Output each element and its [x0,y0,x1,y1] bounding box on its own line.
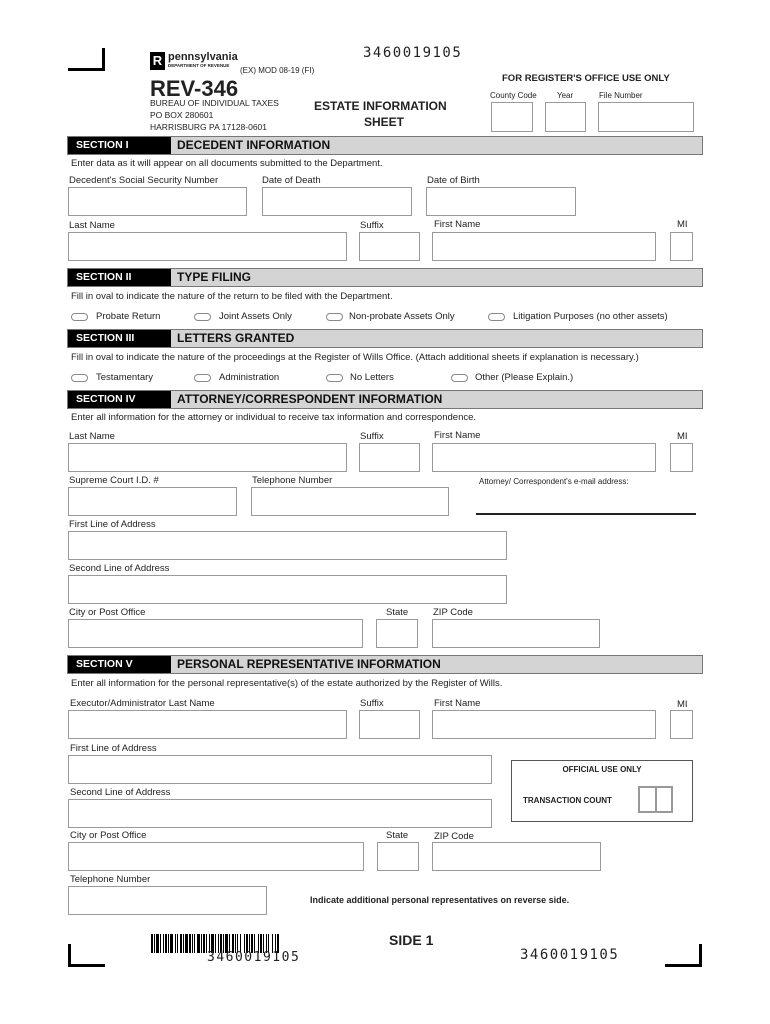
executor-mi-field[interactable] [670,710,693,739]
non-probate-oval[interactable] [326,313,343,321]
attorney-zip-field[interactable] [432,619,600,648]
barcode-bar [160,934,161,953]
section-4-title: ATTORNEY/CORRESPONDENT INFORMATION [177,392,443,406]
executor-last-name-field[interactable] [68,710,347,739]
barcode-bar [192,934,193,953]
registration-mark-bottom-right [665,944,702,967]
ssn-field[interactable] [68,187,247,216]
barcode-bar [175,934,176,953]
section-5-header [67,655,703,674]
executor-suffix-field[interactable] [359,710,420,739]
bureau: BUREAU OF INDIVIDUAL TAXES [150,98,279,108]
barcode-bar [180,934,182,953]
executor-state-field[interactable] [377,842,419,871]
date-of-death-field[interactable] [262,187,412,216]
testamentary-oval[interactable] [71,374,88,382]
city-address: HARRISBURG PA 17128-0601 [150,122,268,132]
section-2-instruction: Fill in oval to indicate the nature of the return to be filed with the Department. [71,291,393,302]
attorney-city-field[interactable] [68,619,363,648]
section-4-header [67,390,703,409]
administration-label: Administration [219,372,280,383]
attorney-address1-label: First Line of Address [69,519,156,530]
county-code-label: County Code [490,91,537,100]
additional-reps-note: Indicate additional personal representatives on reverse side. [310,895,570,905]
decedent-mi-label: MI [677,219,688,230]
barcode-bar [165,934,167,953]
decedent-first-name-label: First Name [434,219,481,230]
barcode-bar [197,934,200,953]
no-letters-oval[interactable] [326,374,343,382]
attorney-first-name-label: First Name [434,430,481,441]
decedent-first-name-field[interactable] [432,232,656,261]
attorney-address1-field[interactable] [68,531,507,560]
executor-suffix-label: Suffix [360,698,384,709]
attorney-mi-field[interactable] [670,443,693,472]
joint-assets-label: Joint Assets Only [219,311,292,322]
section-3-header [67,329,703,348]
executor-address1-label: First Line of Address [70,743,157,754]
executor-telephone-field[interactable] [68,886,267,915]
section-4-instruction: Enter all information for the attorney or individual to receive tax information and correspondence. [71,412,477,423]
executor-mi-label: MI [677,699,688,710]
section-3-label: SECTION III [68,330,171,347]
executor-state-label: State [386,830,409,841]
attorney-last-name-field[interactable] [68,443,347,472]
attorney-address2-label: Second Line of Address [69,563,170,574]
attorney-last-name-label: Last Name [69,431,115,442]
barcode-bar [168,934,169,953]
registration-mark-bottom-left [68,944,105,967]
registration-mark-top-left [68,48,105,71]
executor-last-name-label: Executor/Administrator Last Name [70,698,215,709]
executor-address2-label: Second Line of Address [70,787,171,798]
keystone-icon: R [150,52,165,70]
official-use-title: OFFICIAL USE ONLY [562,765,642,774]
section-1-title: DECEDENT INFORMATION [177,138,331,152]
decedent-last-name-label: Last Name [69,220,115,231]
section-5-instruction: Enter all information for the personal representative(s) of the estate authorized by the Register of Wills. [71,678,503,689]
attorney-address2-field[interactable] [68,575,507,604]
attorney-first-name-field[interactable] [432,443,656,472]
barcode-bar [194,934,195,953]
form-mod: (EX) MOD 08-19 (FI) [240,66,315,75]
attorney-telephone-field[interactable] [251,487,449,516]
barcode-bar [203,934,205,953]
file-number-field[interactable] [598,102,694,132]
attorney-mi-label: MI [677,431,688,442]
section-1-instruction: Enter data as it will appear on all documents submitted to the Department. [71,158,383,169]
po-box: PO BOX 280601 [150,110,214,120]
decedent-mi-field[interactable] [670,232,693,261]
administration-oval[interactable] [194,374,211,382]
decedent-suffix-label: Suffix [360,220,384,231]
executor-city-label: City or Post Office [70,830,147,841]
supreme-court-id-field[interactable] [68,487,237,516]
barcode-bar [163,934,164,953]
section-4-label: SECTION IV [68,391,171,408]
attorney-email-field[interactable] [476,513,696,515]
non-probate-label: Non-probate Assets Only [349,311,455,322]
form-title-line1: ESTATE INFORMATION [314,99,447,113]
side-label: SIDE 1 [389,932,434,948]
attorney-suffix-label: Suffix [360,431,384,442]
executor-zip-label: ZIP Code [434,831,474,842]
testamentary-label: Testamentary [96,372,154,383]
executor-address1-field[interactable] [68,755,492,784]
pa-dept-text: DEPARTMENT OF REVENUE [168,63,230,68]
section-1-header [67,136,703,155]
executor-zip-field[interactable] [432,842,601,871]
section-3-title: LETTERS GRANTED [177,331,295,345]
barcode-number-top: 3460019105 [363,45,463,61]
barcode-bar [170,934,173,953]
transaction-count-label: TRANSACTION COUNT [523,796,612,805]
decedent-last-name-field[interactable] [68,232,347,261]
date-of-death-label: Date of Death [262,175,321,186]
pa-logo-text: pennsylvania [168,51,238,63]
attorney-zip-label: ZIP Code [433,607,473,618]
barcode-bar [189,934,191,953]
code-number-right: 3460019105 [520,947,620,963]
file-number-label: File Number [599,91,643,100]
supreme-court-id-label: Supreme Court I.D. # [69,475,159,486]
barcode-bar [177,934,178,953]
barcode-bar [185,934,188,953]
attorney-telephone-label: Telephone Number [252,475,333,486]
attorney-suffix-field[interactable] [359,443,420,472]
official-use-box [511,760,693,822]
other-oval[interactable] [451,374,468,382]
section-5-title: PERSONAL REPRESENTATIVE INFORMATION [177,657,441,671]
executor-telephone-label: Telephone Number [70,874,151,885]
transaction-count-field[interactable] [638,786,673,813]
section-2-header [67,268,703,287]
joint-assets-oval[interactable] [194,313,211,321]
barcode-bar [201,934,202,953]
executor-first-name-label: First Name [434,698,481,709]
date-of-birth-field[interactable] [426,187,576,216]
form-number: REV-346 [150,76,239,101]
registers-office-title: FOR REGISTER'S OFFICE USE ONLY [502,73,670,84]
attorney-state-field[interactable] [376,619,418,648]
section-2-title: TYPE FILING [177,270,252,284]
barcode-number-bottom: 3460019105 [207,950,301,965]
ssn-label: Decedent's Social Security Number [69,175,219,186]
no-letters-label: No Letters [350,372,394,383]
county-code-field[interactable] [491,102,533,132]
section-5-label: SECTION V [68,656,171,673]
attorney-city-label: City or Post Office [69,607,146,618]
executor-address2-field[interactable] [68,799,492,828]
year-field[interactable] [545,102,586,132]
attorney-email-label: Attorney/ Correspondent's e-mail address: [479,477,629,486]
form-title-line2: SHEET [364,115,405,129]
litigation-label: Litigation Purposes (no other assets) [513,311,668,322]
barcode-bar [183,934,184,953]
executor-first-name-field[interactable] [432,710,656,739]
date-of-birth-label: Date of Birth [427,175,480,186]
section-1-label: SECTION I [68,137,171,154]
other-label: Other (Please Explain.) [475,372,574,383]
barcode-bar [156,934,159,953]
attorney-state-label: State [386,607,409,618]
barcode-bar [151,934,153,953]
decedent-suffix-field[interactable] [359,232,420,261]
barcode-bar [154,934,155,953]
probate-return-label: Probate Return [96,311,161,322]
probate-return-oval[interactable] [71,313,88,321]
executor-city-field[interactable] [68,842,364,871]
year-label: Year [557,91,574,100]
section-2-label: SECTION II [68,269,171,286]
section-3-instruction: Fill in oval to indicate the nature of the proceedings at the Register of Wills Office. (Attach additional sheets if explanation is necessary.) [71,352,639,363]
litigation-oval[interactable] [488,313,505,321]
